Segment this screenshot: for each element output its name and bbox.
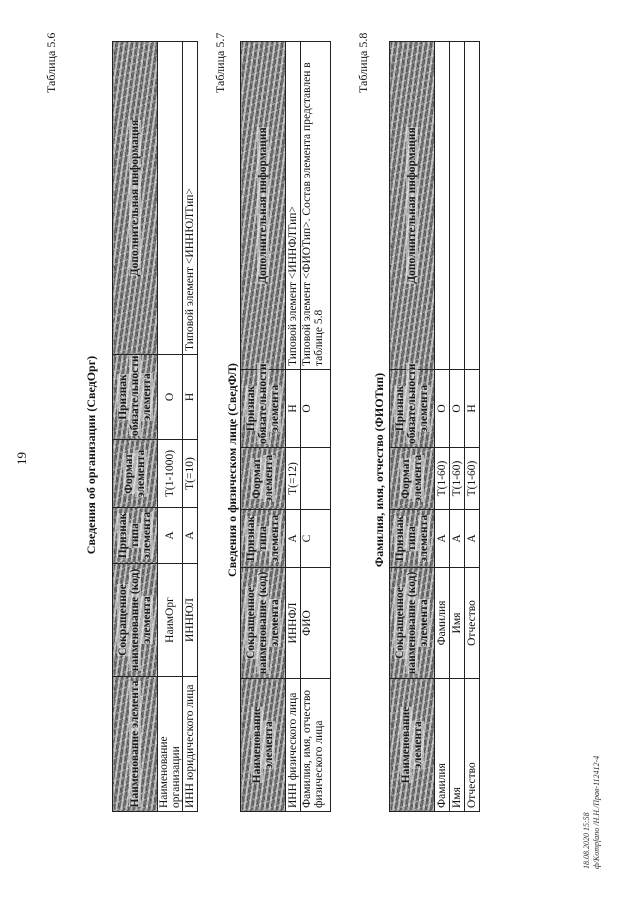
table-cell (435, 42, 450, 370)
table-cell: А (158, 508, 183, 564)
header-cell: Формат элемента (113, 440, 158, 508)
header-cell: Сокращенное наименование (код) элемента (390, 568, 435, 679)
table-cell: Фамилия (435, 679, 450, 812)
table-cell: T(=10) (183, 440, 198, 508)
table-cell: Фамилия, имя, отчество физического лица (301, 679, 331, 812)
header-cell: Наименование элемента (390, 679, 435, 812)
table-caption: Таблица 5.8 (356, 32, 370, 93)
table-cell: ИНН юридического лица (183, 677, 198, 812)
table-cell: НаимОрг (158, 564, 183, 677)
header-cell: Признак типа элемента (113, 508, 158, 564)
header-cell: Дополнительная информация (390, 42, 435, 370)
header-cell: Наименование элемента (113, 677, 158, 812)
table-header-row (241, 42, 286, 812)
header-cell: Дополнительная информация (113, 42, 158, 355)
table-cell: О (435, 370, 450, 448)
table-cell: А (286, 510, 301, 568)
table-cell: Отчество (465, 679, 480, 812)
table-cell: ИННЮЛ (183, 564, 198, 677)
table-cell: Типовой элемент <ИННФЛТип> (286, 42, 301, 370)
table-cell: Типовой элемент <ФИОТип>. Состав элемента представлен в таблице 5.8 (301, 42, 331, 370)
footer-stamp (582, 756, 602, 869)
header-cell: Признак обязательности элемента (390, 370, 435, 448)
footer-stamp-line: ф/Kompfano /Н.Н./Прав-112412-4 (592, 755, 601, 869)
table-cell: T(1-60) (435, 448, 450, 510)
header-cell: Сокращенное наименование (код) элемента (241, 568, 286, 679)
table-cell: T(1-60) (450, 448, 465, 510)
table-cell: T(=12) (286, 448, 301, 510)
table-cell (301, 448, 331, 510)
table-svedorg (112, 41, 198, 812)
table-caption: Таблица 5.6 (44, 32, 58, 93)
table-caption: Таблица 5.7 (213, 32, 227, 93)
table-cell: T(1-1000) (158, 440, 183, 508)
table-cell: А (450, 510, 465, 568)
table-cell: Н (183, 355, 198, 440)
table-cell: Имя (450, 679, 465, 812)
header-cell: Наименование элемента (241, 679, 286, 812)
table-cell: О (158, 355, 183, 440)
table-cell: Н (286, 370, 301, 448)
table-row (158, 42, 183, 812)
header-cell: Формат элемента (241, 448, 286, 510)
table-cell: Н (465, 370, 480, 448)
table-row (450, 42, 465, 812)
table-cell: А (183, 508, 198, 564)
header-cell: Признак типа элемента (241, 510, 286, 568)
table-title: Фамилия, имя, отчество (ФИОТип) (372, 372, 386, 568)
header-cell: Дополнительная информация (241, 42, 286, 370)
table-header-row (390, 42, 435, 812)
table-svedfl (240, 41, 331, 812)
table-cell: T(1-60) (465, 448, 480, 510)
table-cell (465, 42, 480, 370)
table-row (183, 42, 198, 812)
table-cell (450, 42, 465, 370)
page-number: 19 (14, 452, 29, 465)
table-cell: О (450, 370, 465, 448)
table-row (301, 42, 331, 812)
header-cell: Признак обязательности элемента (113, 355, 158, 440)
table-cell: Типовой элемент <ИННЮЛТип> (183, 42, 198, 355)
table-title: Сведения о физическом лице (СведФЛ) (225, 363, 239, 577)
table-row (286, 42, 301, 812)
table-cell: Отчество (465, 568, 480, 679)
table-cell: ИНН физического лица (286, 679, 301, 812)
table-cell: Имя (450, 568, 465, 679)
header-cell: Формат элемента (390, 448, 435, 510)
table-cell: О (301, 370, 331, 448)
table-row (465, 42, 480, 812)
table-cell: С (301, 510, 331, 568)
header-cell: Признак обязательности элемента (241, 370, 286, 448)
header-cell: Признак типа элемента (390, 510, 435, 568)
table-cell: А (465, 510, 480, 568)
table-row (435, 42, 450, 812)
table-cell (158, 42, 183, 355)
table-header-row (113, 42, 158, 812)
table-fiotip (389, 41, 480, 812)
header-cell: Сокращенное наименование (код) элемента (113, 564, 158, 677)
footer-stamp-line: 18.08.2020 15:58 (582, 812, 591, 869)
table-cell: А (435, 510, 450, 568)
table-title: Сведения об организации (СведОрг) (84, 355, 98, 555)
table-cell: Наименование организации (158, 677, 183, 812)
table-cell: ИННФЛ (286, 568, 301, 679)
table-cell: ФИО (301, 568, 331, 679)
table-cell: Фамилия (435, 568, 450, 679)
